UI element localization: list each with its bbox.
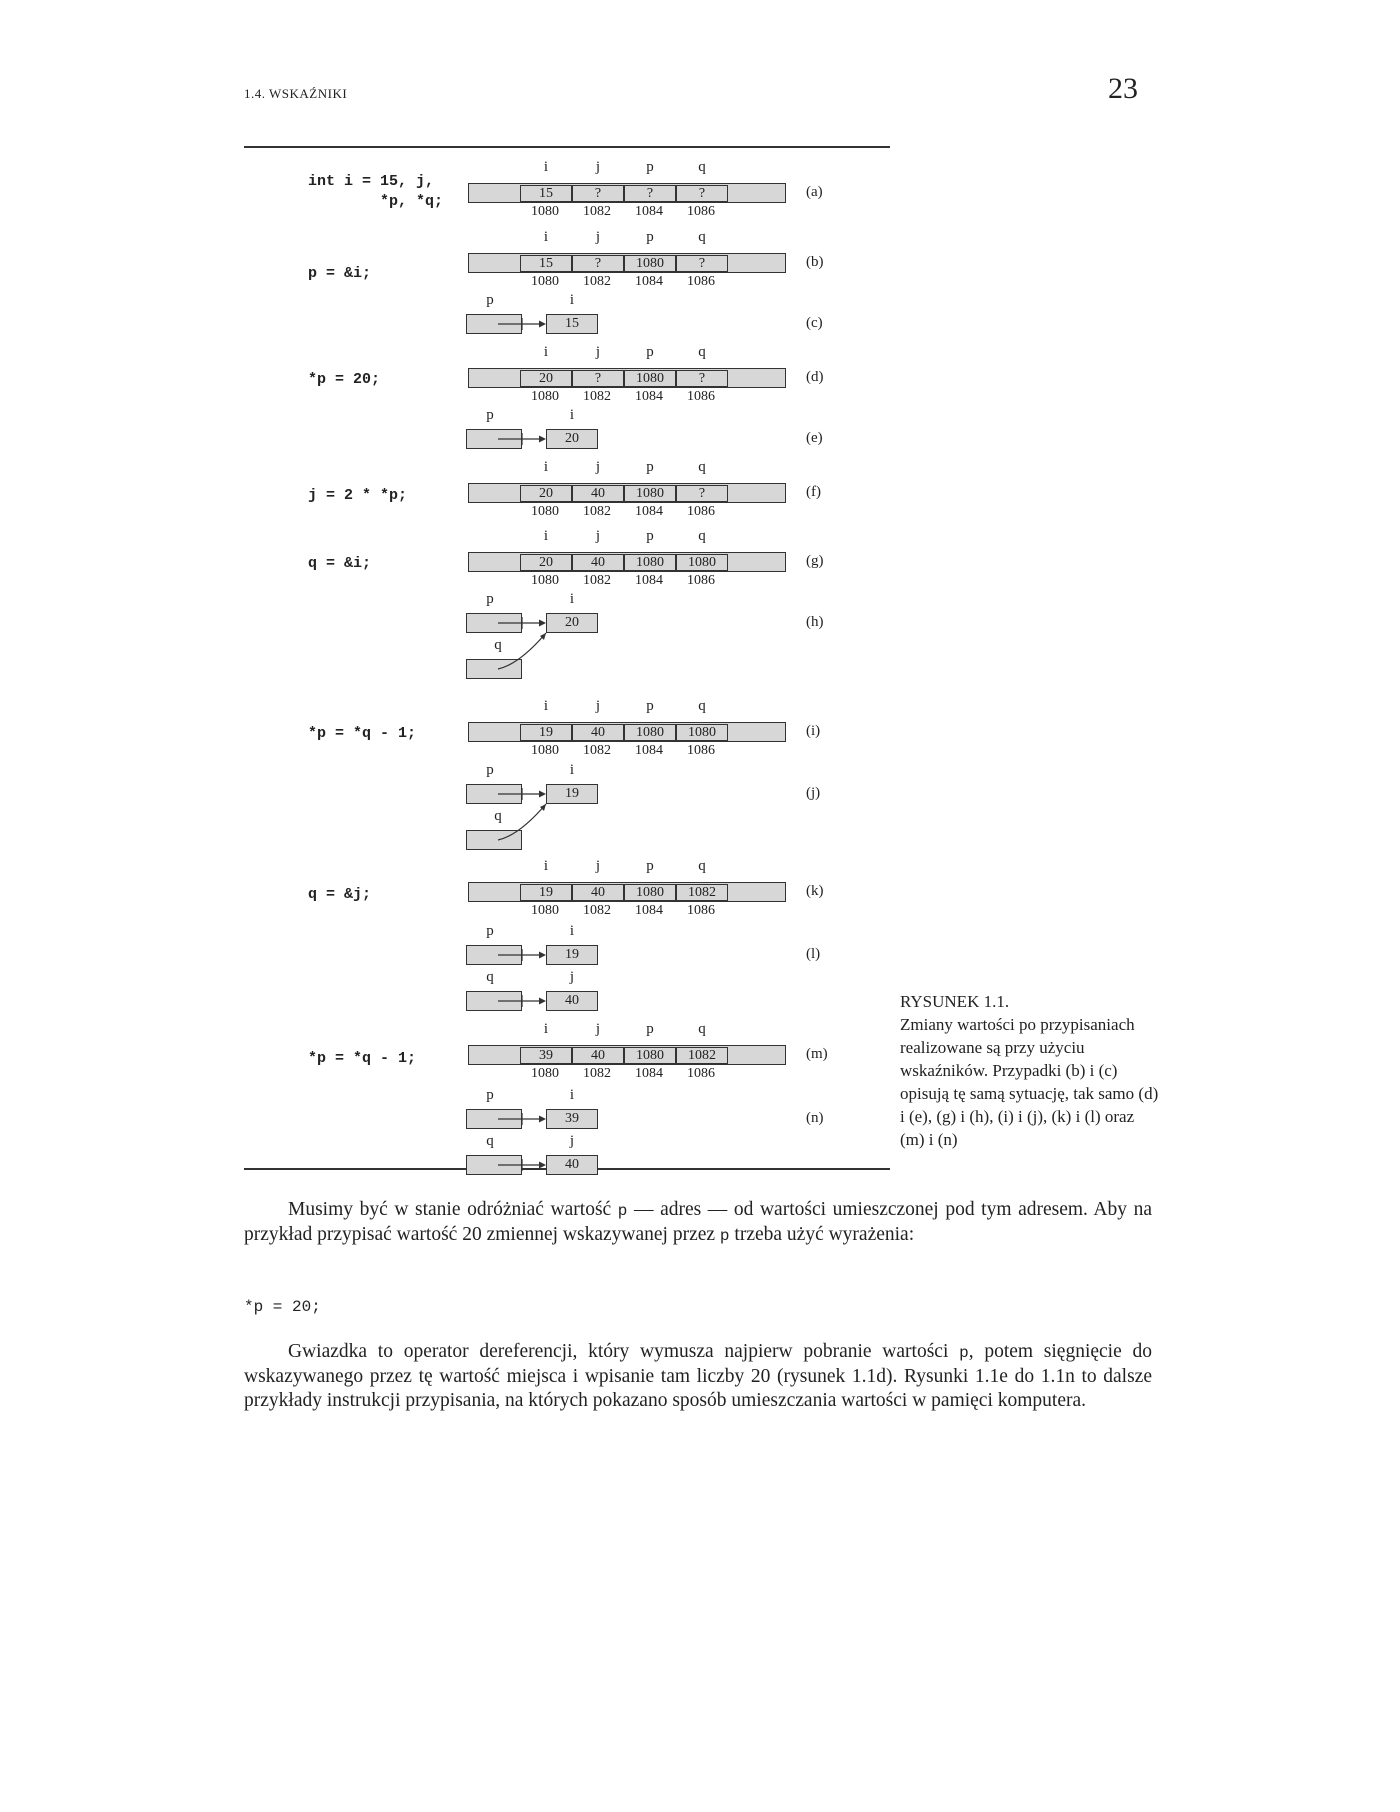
inline-code-p: p [719, 1227, 730, 1245]
address-label: 1082 [583, 743, 611, 758]
variable-label: p [646, 698, 654, 714]
address-label: 1080 [531, 903, 559, 918]
address-label: 1086 [687, 573, 715, 588]
pointer-label: p [486, 591, 494, 607]
memory-cell: 40 [572, 554, 624, 571]
pointer-arrow-head [539, 321, 546, 328]
memory-cell: ? [676, 255, 728, 272]
target-label: j [569, 1133, 575, 1149]
memory-cell: 15 [520, 255, 572, 272]
state-tag: (l) [806, 946, 821, 962]
caption-title: RYSUNEK 1.1. [900, 992, 1010, 1011]
code-statement: q = &i; [308, 555, 372, 572]
variable-label: p [646, 858, 654, 874]
address-label: 1084 [635, 573, 663, 588]
address-label: 1082 [583, 389, 611, 404]
running-head: 1.4. WSKAŹNIKI [244, 86, 348, 101]
pointer-label: q [486, 1133, 494, 1149]
pointer-label: q [494, 637, 502, 653]
state-tag: (c) [806, 315, 823, 331]
variable-label: q [698, 459, 706, 475]
address-label: 1082 [583, 903, 611, 918]
variable-label: q [698, 159, 706, 175]
para2-text-a: Gwiazdka to operator dereferencji, który wymusza najpierw pobranie wartości [288, 1341, 960, 1362]
variable-label: p [646, 528, 654, 544]
memory-cell: 40 [572, 724, 624, 741]
memory-cell: ? [676, 185, 728, 202]
address-label: 1082 [583, 274, 611, 289]
variable-label: j [595, 858, 601, 874]
pointer-arrow-curved [498, 633, 546, 669]
address-label: 1080 [531, 389, 559, 404]
pointer-label: p [486, 292, 494, 308]
state-tag: (n) [806, 1110, 824, 1126]
variable-label: q [698, 528, 706, 544]
para2-text-b: , potem sięgnięcie do wskazywanego przez tę wartość miejsca i wpisanie tam liczby 20 (rysunek 1.1d). Rysunki 1.1e do 1.1n to dalsze przykłady instrukcji przypisania, na których pokazano sposób umieszczania wartości w pamięci komputera. [244, 1341, 1152, 1411]
memory-cell: 1080 [676, 724, 728, 741]
para1-text-a: Musimy być w stanie odróżniać wartość [288, 1199, 618, 1220]
pointer-arrow-head [539, 620, 546, 627]
state-tag: (f) [806, 484, 821, 500]
memory-cell: 1080 [624, 884, 676, 901]
variable-label: q [698, 229, 706, 245]
address-label: 1086 [687, 274, 715, 289]
address-label: 1084 [635, 274, 663, 289]
figure-caption [900, 990, 1160, 1151]
variable-label: j [595, 528, 601, 544]
memory-cell: 19 [520, 724, 572, 741]
state-tag: (d) [806, 369, 824, 385]
variable-label: j [595, 1021, 601, 1037]
variable-label: j [595, 459, 601, 475]
memory-cell: 1080 [624, 255, 676, 272]
code-example: *p = 20; [244, 1298, 321, 1316]
page-number: 23 [1108, 72, 1138, 105]
memory-cell: 40 [572, 485, 624, 502]
value-box: 20 [546, 429, 598, 449]
memory-cell: ? [572, 185, 624, 202]
memory-cell: 20 [520, 370, 572, 387]
memory-cell: 1080 [624, 1047, 676, 1064]
address-label: 1082 [583, 504, 611, 519]
pointer-label: q [494, 808, 502, 824]
pointer-label: q [486, 969, 494, 985]
memory-cell: 40 [572, 1047, 624, 1064]
variable-label: j [595, 159, 601, 175]
memory-cell: 19 [520, 884, 572, 901]
variable-label: q [698, 698, 706, 714]
memory-cell: ? [572, 370, 624, 387]
target-label: i [569, 591, 575, 607]
value-box: 40 [546, 1155, 598, 1175]
code-statement: j = 2 * *p; [308, 487, 408, 504]
variable-label: i [543, 528, 549, 544]
address-label: 1084 [635, 903, 663, 918]
target-label: j [569, 969, 575, 985]
pointer-arrow-curved [498, 804, 546, 840]
pointer-arrow-head [539, 436, 546, 443]
address-label: 1082 [583, 573, 611, 588]
variable-label: i [543, 344, 549, 360]
memory-cell: 1082 [676, 884, 728, 901]
target-label: i [569, 292, 575, 308]
pointer-arrow-head [539, 1162, 546, 1169]
address-label: 1080 [531, 204, 559, 219]
variable-label: p [646, 159, 654, 175]
target-label: i [569, 407, 575, 423]
memory-cell: 39 [520, 1047, 572, 1064]
address-label: 1082 [583, 204, 611, 219]
value-box: 19 [546, 945, 598, 965]
code-statement: *p = 20; [308, 371, 381, 388]
state-tag: (m) [806, 1046, 828, 1062]
address-label: 1082 [583, 1066, 611, 1081]
memory-cell: ? [676, 370, 728, 387]
variable-label: i [543, 159, 549, 175]
memory-cell: 1082 [676, 1047, 728, 1064]
pointer-label: p [486, 923, 494, 939]
memory-cell: 1080 [676, 554, 728, 571]
variable-label: j [595, 698, 601, 714]
target-label: i [569, 762, 575, 778]
address-label: 1086 [687, 743, 715, 758]
pointer-arrow-head [539, 1116, 546, 1123]
variable-label: p [646, 459, 654, 475]
memory-cell: 15 [520, 185, 572, 202]
variable-label: j [595, 344, 601, 360]
value-box: 40 [546, 991, 598, 1011]
variable-label: j [595, 229, 601, 245]
pointer-arrow-head [539, 791, 546, 798]
address-label: 1086 [687, 204, 715, 219]
address-label: 1084 [635, 389, 663, 404]
variable-label: i [543, 698, 549, 714]
state-tag: (k) [806, 883, 824, 899]
memory-cell: ? [572, 255, 624, 272]
memory-cell: 40 [572, 884, 624, 901]
code-statement: *p = *q - 1; [308, 1050, 417, 1067]
address-label: 1086 [687, 504, 715, 519]
state-tag: (g) [806, 553, 824, 569]
paragraph-2 [244, 1340, 1152, 1413]
paragraph-1 [244, 1198, 1152, 1248]
address-label: 1080 [531, 573, 559, 588]
variable-label: i [543, 1021, 549, 1037]
state-tag: (i) [806, 723, 821, 739]
pointer-label: p [486, 1087, 494, 1103]
pointer-arrow-head [539, 998, 546, 1005]
state-tag: (e) [806, 430, 823, 446]
code-statement: *p = *q - 1; [308, 725, 417, 742]
state-tag: (a) [806, 184, 823, 200]
variable-label: p [646, 229, 654, 245]
address-label: 1086 [687, 389, 715, 404]
address-label: 1080 [531, 743, 559, 758]
para1-text-b: — adres — od wartości umieszczonej pod tym adresem. Aby na przykład przypisać wartość 20 zmiennej wskazywanej przez [244, 1199, 1152, 1245]
value-box: 19 [546, 784, 598, 804]
memory-cell: 1080 [624, 370, 676, 387]
variable-label: i [543, 459, 549, 475]
memory-cell: ? [624, 185, 676, 202]
state-tag: (j) [806, 785, 821, 801]
memory-cell: 1080 [624, 724, 676, 741]
variable-label: i [543, 858, 549, 874]
pointer-arrow-head [539, 952, 546, 959]
state-tag: (b) [806, 254, 824, 270]
value-box: 39 [546, 1109, 598, 1129]
variable-label: i [543, 229, 549, 245]
variable-label: q [698, 344, 706, 360]
pointer-label: p [486, 762, 494, 778]
code-statement: int i = 15, j, *p, *q; [308, 173, 444, 210]
memory-cell: 1080 [624, 485, 676, 502]
address-label: 1080 [531, 274, 559, 289]
inline-code-p: p [617, 1202, 628, 1220]
para1-text-c: trzeba użyć wyrażenia: [729, 1224, 915, 1245]
variable-label: p [646, 344, 654, 360]
address-label: 1084 [635, 204, 663, 219]
target-label: i [569, 1087, 575, 1103]
inline-code-p: p [959, 1344, 969, 1362]
address-label: 1080 [531, 1066, 559, 1081]
address-label: 1080 [531, 504, 559, 519]
code-statement: p = &i; [308, 265, 372, 282]
variable-label: p [646, 1021, 654, 1037]
pointer-label: p [486, 407, 494, 423]
state-tag: (h) [806, 614, 824, 630]
code-statement: q = &j; [308, 886, 372, 903]
address-label: 1086 [687, 1066, 715, 1081]
memory-cell: 1080 [624, 554, 676, 571]
address-label: 1084 [635, 1066, 663, 1081]
variable-label: q [698, 1021, 706, 1037]
caption-text: Zmiany wartości po przypisaniach realizowane są przy użyciu wskaźników. Przypadki (b) i (c) opisują tę samą sytuację, tak samo (d) i (e), (g) i (h), (i) i (j), (k) i (l) oraz (m) i (n) [900, 1015, 1159, 1149]
target-label: i [569, 923, 575, 939]
variable-label: q [698, 858, 706, 874]
value-box: 15 [546, 314, 598, 334]
address-label: 1086 [687, 903, 715, 918]
address-label: 1084 [635, 504, 663, 519]
memory-cell: 20 [520, 554, 572, 571]
memory-cell: 20 [520, 485, 572, 502]
value-box: 20 [546, 613, 598, 633]
address-label: 1084 [635, 743, 663, 758]
memory-cell: ? [676, 485, 728, 502]
